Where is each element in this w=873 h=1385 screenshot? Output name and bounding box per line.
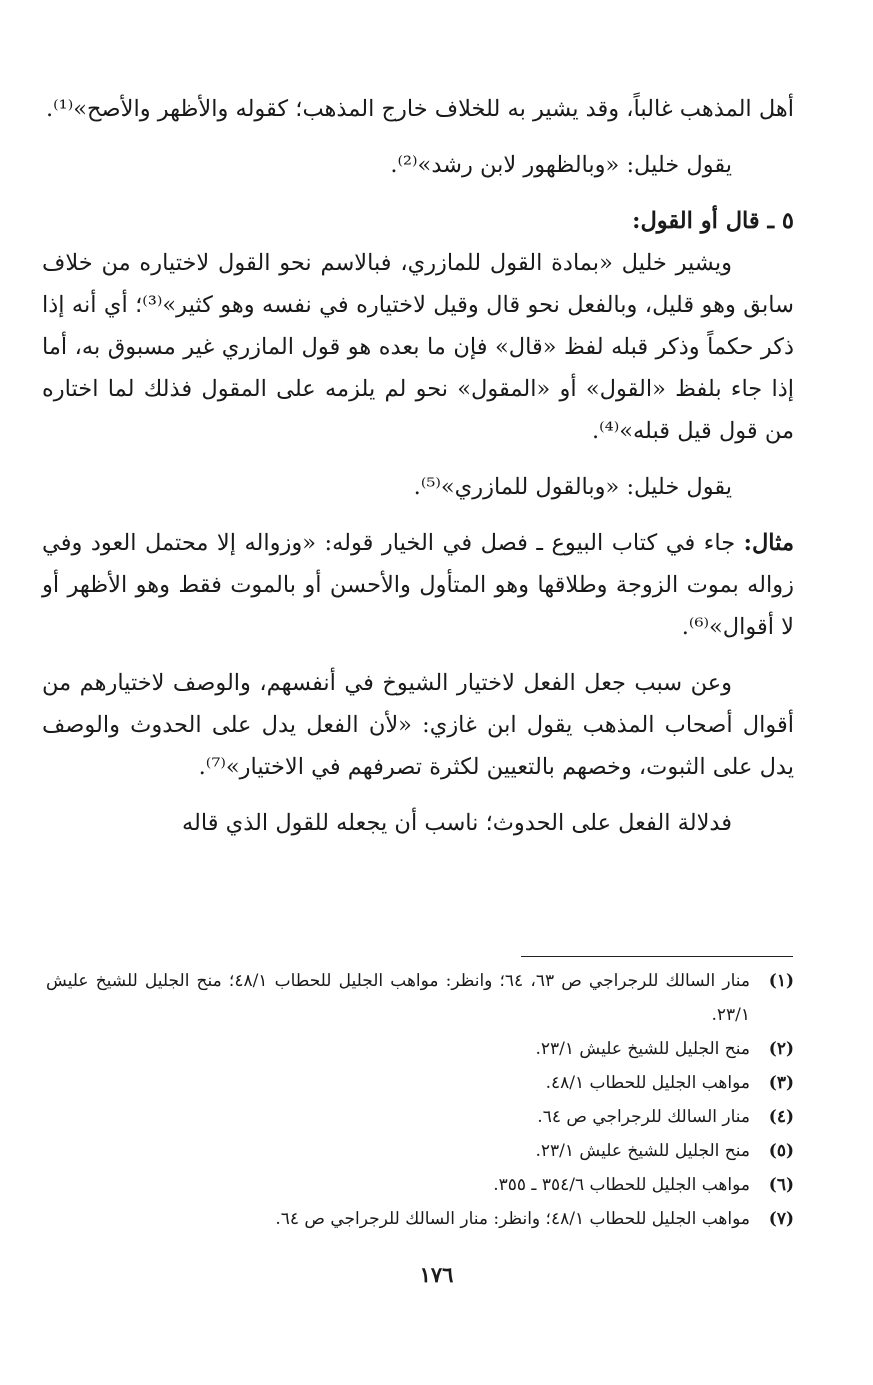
quote-khalil-zuhur: يقول خليل: «وبالظهور لابن رشد»⁽²⁾. [390,152,732,178]
footnote-divider [521,956,793,957]
example-label: مثال: [743,530,794,556]
footnote-item [46,1168,794,1202]
footnote-text: منار السالك للرجراجي ص ٦٤. [537,1107,750,1127]
footnote-text: مواهب الجليل للحطاب ٣٥٤/٦ ـ ٣٥٥. [493,1175,750,1195]
footnote-text: مواهب الجليل للحطاب ٤٨/١. [545,1073,750,1093]
footnote-number: (٤) [768,1107,794,1127]
footnote-item [46,1202,794,1236]
footnote-number: (٢) [768,1039,794,1059]
section-heading-qala-aw-alqawl: ٥ ـ قال أو القول: [632,208,794,234]
page-number: ١٧٦ [419,1262,454,1287]
footnote-number: (١) [768,971,794,991]
footnote-number: (٣) [768,1073,794,1093]
paragraph-khalil-qawl: ويشير خليل «بمادة القول للمازري، فبالاسم نحو القول لاختياره من خلاف سابق وهو قليل، وبالفعل نحو قال وقيل لاختياره في نفسه وهو كثير»⁽³⁾؛ أي أنه إذا ذكر حكماً وذكر قبله لفظ «قال» فإن ما بعده هو قول المازري غير مسبوق به، أما إذا جاء بلفظ «القول» أو «المقول» نحو لم يلزمه على المقول فذلك لما اختاره من قول قيل قبله»⁽⁴⁾. [42,250,794,444]
footnote-text: مواهب الجليل للحطاب ٤٨/١؛ وانظر: منار السالك للرجراجي ص ٦٤. [275,1209,750,1229]
footnote-number: (٥) [768,1141,794,1161]
footnote-text: منح الجليل للشيخ عليش ٢٣/١. [535,1141,750,1161]
footnote-text: منار السالك للرجراجي ص ٦٣، ٦٤؛ وانظر: مواهب الجليل للحطاب ٤٨/١؛ منح الجليل للشيخ عليش ٢٣/١. [46,971,751,1025]
paragraph-continuation: أهل المذهب غالباً، وقد يشير به للخلاف خارج المذهب؛ كقوله والأظهر والأصح»⁽¹⁾. [45,96,794,122]
footnote-item [46,964,794,1032]
paragraph-ibn-ghazi: وعن سبب جعل الفعل لاختيار الشيوخ في أنفسهم، والوصف لاختيارهم من أقوال أصحاب المذهب يقول ابن غازي: «لأن الفعل يدل على الحدوث والوصف يدل على الثبوت، وخصهم بالتعيين لكثرة تصرفهم في الاختيار»⁽⁷⁾. [42,670,794,780]
footnotes [46,964,794,1236]
quote-khalil-mazari: يقول خليل: «وبالقول للمازري»⁽⁵⁾. [413,474,732,500]
example-text: جاء في كتاب البيوع ـ فصل في الخيار قوله: «وزواله إلا محتمل العود وفي زواله بموت الزوجة وطلاقها وهو المتأول والأحسن أو بالموت فقط وهو الأظهر أو لا أقوال»⁽⁶⁾. [42,530,794,640]
footnote-item [46,1066,794,1100]
footnote-text: منح الجليل للشيخ عليش ٢٣/١. [535,1039,750,1059]
footnote-number: (٦) [768,1175,794,1195]
paragraph-example [42,522,794,648]
footnote-item [46,1100,794,1134]
footnote-item [46,1032,794,1066]
footnote-number: (٧) [768,1209,794,1229]
paragraph-fi-dalala: فدلالة الفعل على الحدوث؛ ناسب أن يجعله للقول الذي قاله [181,810,732,836]
main-text-body [42,88,794,844]
footnote-item [46,1134,794,1168]
